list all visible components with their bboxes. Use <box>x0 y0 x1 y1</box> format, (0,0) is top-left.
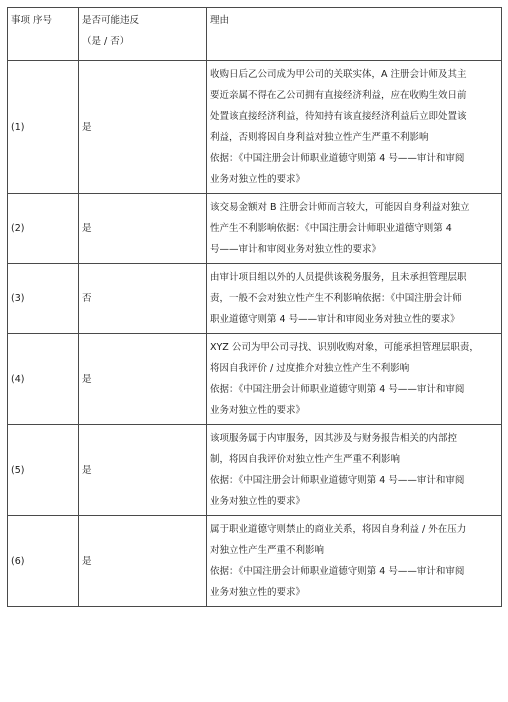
header-reason: 理由 <box>207 8 502 61</box>
item-number: (5) <box>11 464 25 476</box>
reason-line: 要近亲属不得在乙公司拥有直接经济利益，应在收购生效日前 <box>210 90 467 101</box>
item-number-cell <box>8 516 79 607</box>
reason-line: 对独立性产生严重不利影响 <box>210 545 325 556</box>
reason-line: 业务对独立性的要求》 <box>210 587 306 598</box>
reason-cell <box>207 61 502 194</box>
item-number-cell <box>8 264 79 334</box>
violation-answer-cell <box>79 194 207 264</box>
reason-cell <box>207 425 502 516</box>
reason-line: 职业道德守则第 4 号——审计和审阅业务对独立性的要求》 <box>210 314 460 325</box>
reason-line: 业务对独立性的要求》 <box>210 496 306 507</box>
reason-line: 处置该直接经济利益，待知持有该直接经济利益后立即处置该 <box>210 111 467 122</box>
reason-line: 属于职业道德守则禁止的商业关系，将因自身利益 / 外在压力 <box>210 524 467 535</box>
violation-answer-cell <box>79 425 207 516</box>
item-number: (6) <box>11 555 25 567</box>
item-number: (2) <box>11 223 25 234</box>
reason-line: 将因自我评价 / 过度推介对独立性产生不利影响 <box>210 363 410 374</box>
item-number: (4) <box>11 373 25 385</box>
reason-line: 由审计项目组以外的人员提供该税务服务，且未承担管理层职 <box>210 272 467 283</box>
header-row <box>8 8 502 61</box>
item-number: (3) <box>11 293 25 304</box>
table-row <box>8 194 502 264</box>
reason-cell <box>207 264 502 334</box>
independence-table <box>7 7 502 607</box>
reason-line: 依据：《中国注册会计师职业道德守则第 4 号——审计和审阅 <box>210 475 465 486</box>
reason-cell <box>207 194 502 264</box>
violation-answer: 否 <box>82 293 92 304</box>
reason-line: 制，将因自我评价对独立性产生严重不利影响 <box>210 454 401 465</box>
reason-line: 业务对独立性的要求》 <box>210 405 306 416</box>
reason-line: 号——审计和审阅业务对独立性的要求》 <box>210 244 382 255</box>
violation-answer-cell <box>79 334 207 425</box>
violation-answer-cell <box>79 61 207 194</box>
reason-line: 该项服务属于内审服务，因其涉及与财务报告相关的内部控 <box>210 433 458 444</box>
reason-line: 业务对独立性的要求》 <box>210 174 306 185</box>
reason-line: 利益，否则将因自身利益对独立性产生严重不利影响 <box>210 132 429 143</box>
reason-line: 责，一般不会对独立性产生不利影响依据：《中国注册会计师 <box>210 293 462 304</box>
reason-line: 该交易金额对 B 注册会计师而言较大，可能因自身利益对独立 <box>210 202 470 213</box>
reason-line: 收购日后乙公司成为甲公司的关联实体，A 注册会计师及其主 <box>210 69 467 80</box>
violation-answer: 是 <box>82 373 92 385</box>
table-row <box>8 425 502 516</box>
item-number-cell <box>8 334 79 425</box>
table-body <box>8 8 502 607</box>
item-number-cell <box>8 61 79 194</box>
reason-cell <box>207 334 502 425</box>
violation-answer-cell <box>79 264 207 334</box>
violation-answer: 是 <box>82 555 92 567</box>
table-row <box>8 264 502 334</box>
header-violation: 是否可能违反 （是 / 否） <box>79 8 207 61</box>
table-row <box>8 61 502 194</box>
violation-answer: 是 <box>82 121 92 133</box>
violation-answer: 是 <box>82 223 92 234</box>
reason-line: 依据：《中国注册会计师职业道德守则第 4 号——审计和审阅 <box>210 566 465 577</box>
table-row <box>8 334 502 425</box>
header-item-number: 事项 序号 <box>8 8 79 61</box>
violation-answer-cell <box>79 516 207 607</box>
item-number-cell <box>8 194 79 264</box>
item-number-cell <box>8 425 79 516</box>
reason-line: XYZ 公司为甲公司寻找、识别收购对象，可能承担管理层职责， <box>210 342 479 353</box>
reason-cell <box>207 516 502 607</box>
violation-answer: 是 <box>82 464 92 476</box>
reason-line: 依据：《中国注册会计师职业道德守则第 4 号——审计和审阅 <box>210 153 465 164</box>
reason-line: 性产生不利影响依据：《中国注册会计师职业道德守则第 4 <box>210 223 452 234</box>
reason-line: 依据：《中国注册会计师职业道德守则第 4 号——审计和审阅 <box>210 384 465 395</box>
item-number: (1) <box>11 121 25 133</box>
table-row <box>8 516 502 607</box>
